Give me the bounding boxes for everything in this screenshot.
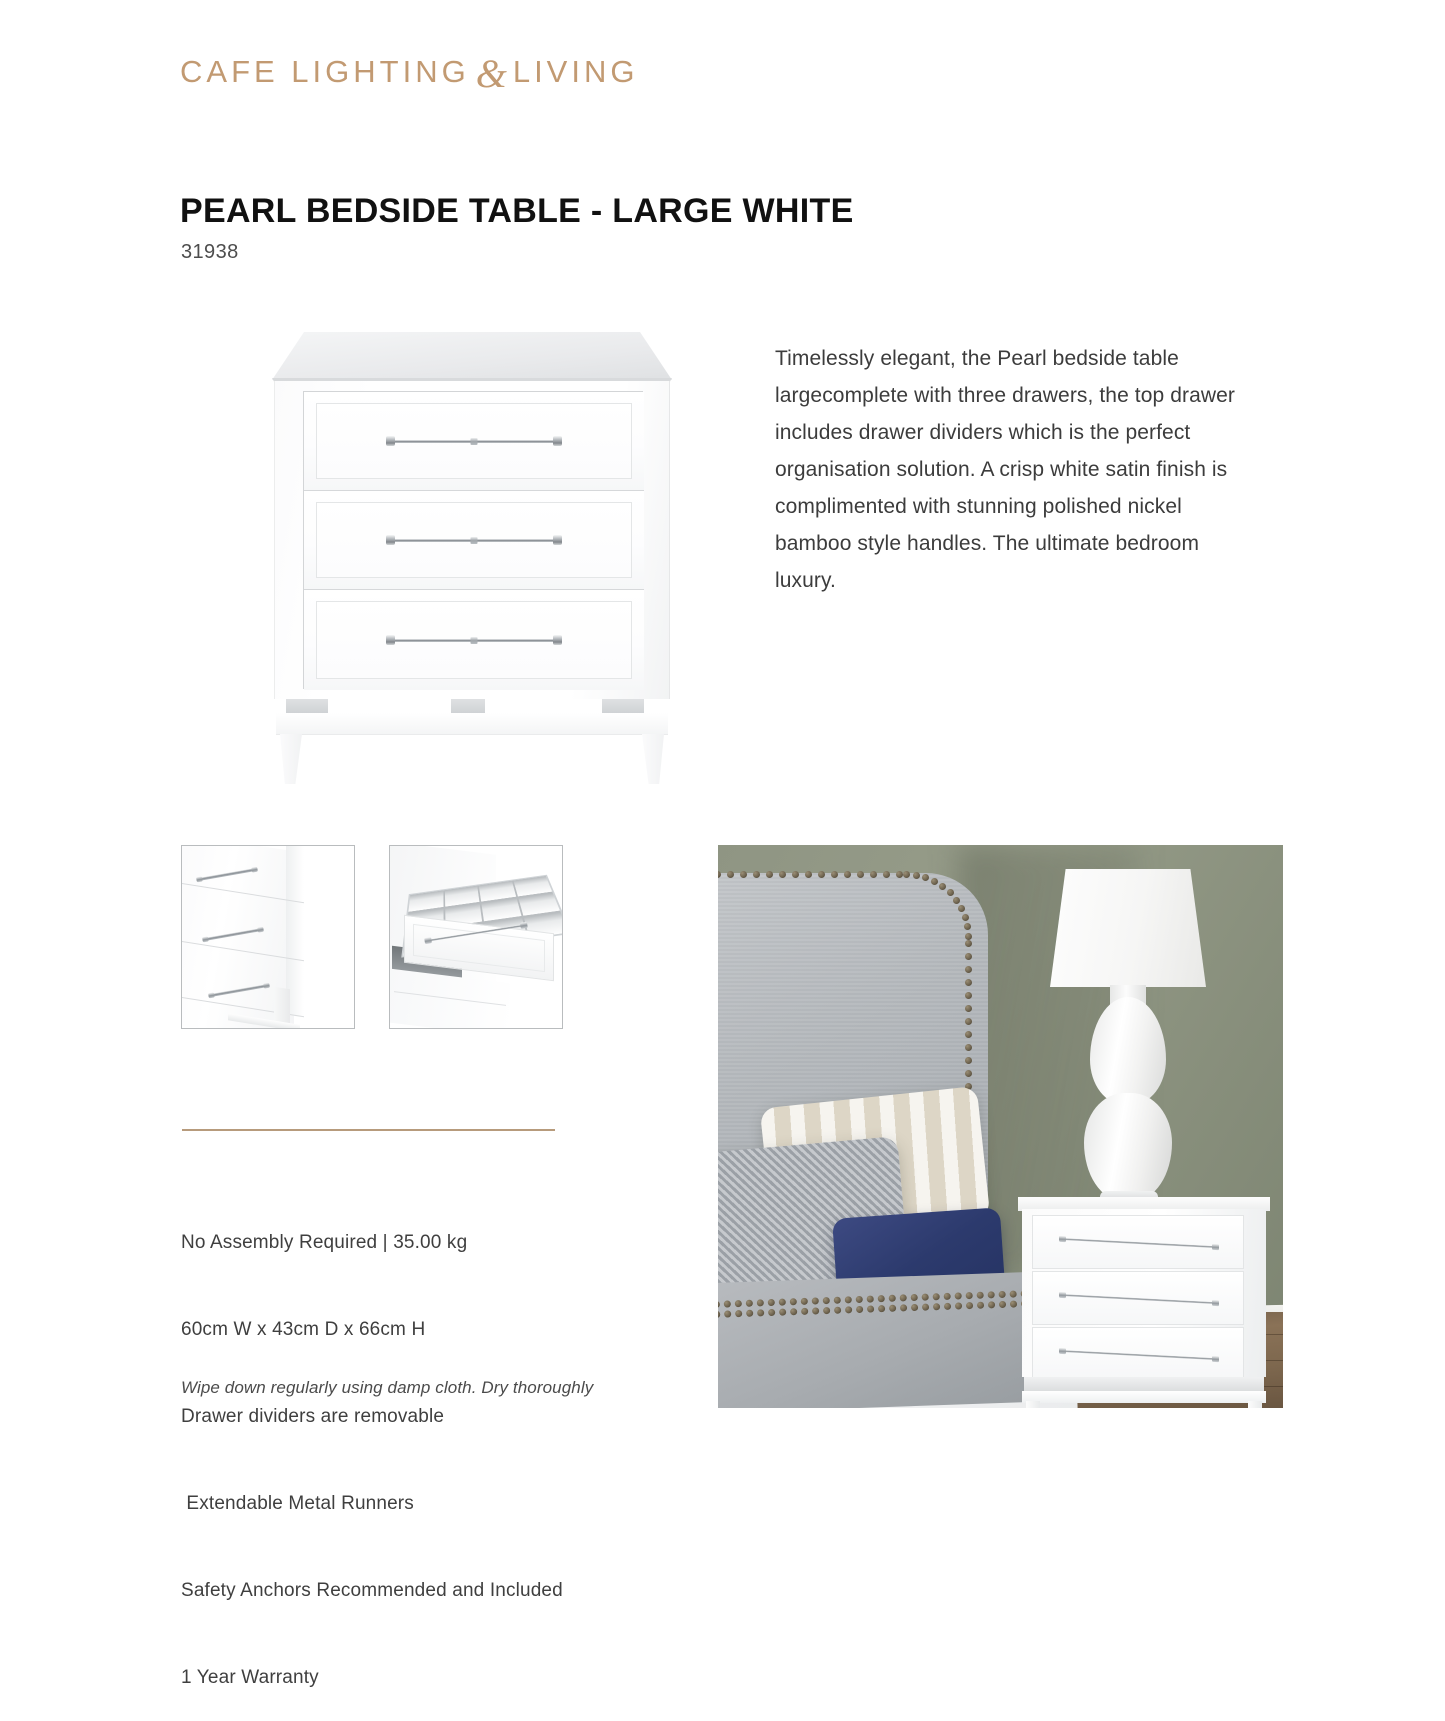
plinth-block	[286, 699, 328, 713]
nailhead-stud	[779, 1299, 786, 1306]
nailhead-stud	[845, 1296, 852, 1303]
nailhead-stud	[735, 1310, 742, 1317]
spec-line: No Assembly Required | 35.00 kg	[181, 1232, 468, 1253]
plinth-block	[602, 699, 644, 713]
nailhead-stud	[724, 1310, 731, 1317]
nailhead-stud	[878, 1295, 885, 1302]
nailhead-stud	[801, 1298, 808, 1305]
nailhead-stud	[944, 1293, 951, 1300]
nailhead-stud	[977, 1302, 984, 1309]
styled-bedside-table	[1018, 1197, 1270, 1408]
product-sku: 31938	[181, 241, 239, 263]
nailhead-stud	[757, 1299, 764, 1306]
nailhead-stud	[718, 1301, 720, 1308]
nailhead-stud	[977, 1292, 984, 1299]
nailhead-stud	[922, 1294, 929, 1301]
cabinet-body	[274, 381, 670, 699]
brand-name-primary: CAFE LIGHTING	[180, 53, 470, 89]
nailhead-stud	[999, 1301, 1006, 1308]
drawer-handle-icon	[1059, 1236, 1219, 1250]
nailhead-stud	[823, 1307, 830, 1314]
drawer-middle	[304, 491, 644, 590]
nailhead-stud	[856, 1296, 863, 1303]
table-drawer-top	[1032, 1215, 1244, 1269]
drawer-handle-icon	[386, 535, 562, 545]
lamp-shade	[1050, 869, 1206, 987]
thumb-scene	[390, 846, 562, 1028]
spec-line: 60cm W x 43cm D x 66cm H	[181, 1319, 426, 1340]
nailhead-stud	[845, 1306, 852, 1313]
nailhead-stud	[900, 1294, 907, 1301]
nailhead-stud	[801, 1308, 808, 1315]
drawer-handle-icon	[386, 436, 562, 446]
nailhead-stud	[988, 1301, 995, 1308]
spec-line: 1 Year Warranty	[181, 1667, 319, 1688]
nailhead-stud	[790, 1308, 797, 1315]
nailhead-stud	[746, 1310, 753, 1317]
nailhead-stud	[823, 1297, 830, 1304]
drawer-handle-icon	[386, 635, 562, 645]
nailhead-stud	[911, 1304, 918, 1311]
nailhead-stud	[834, 1307, 841, 1314]
nailhead-stud	[966, 1302, 973, 1309]
nailhead-stud	[867, 1295, 874, 1302]
cabinet-top-surface	[272, 332, 672, 380]
nailhead-stud	[779, 1309, 786, 1316]
nailhead-stud	[944, 1303, 951, 1310]
nailhead-stud	[867, 1305, 874, 1312]
nailhead-stud	[933, 1293, 940, 1300]
table-leg-left	[1026, 1401, 1040, 1408]
nailhead-stud	[724, 1300, 731, 1307]
brand-logo	[180, 48, 638, 95]
lifestyle-photo	[718, 845, 1283, 1408]
drawer-bottom	[304, 590, 644, 690]
nailhead-stud	[1010, 1290, 1017, 1297]
leg-left	[280, 734, 302, 784]
product-description: Timelessly elegant, the Pearl bedside table largecomplete with three drawers, the top drawer includes drawer dividers which is the perfect organisation solution. A crisp white satin finish is complimented with stunning polished nickel bamboo style handles. The ultimate bedroom luxury.	[775, 347, 1236, 592]
drawer-handle-icon	[1059, 1348, 1219, 1362]
nailhead-stud	[911, 1294, 918, 1301]
base-rail	[276, 713, 668, 735]
nailhead-stud	[955, 1302, 962, 1309]
leg-right	[642, 734, 664, 784]
nailhead-stud	[746, 1300, 753, 1307]
table-drawer-middle	[1032, 1271, 1244, 1325]
table-body	[1022, 1209, 1266, 1377]
thumbnail-drawer-dividers[interactable]	[389, 845, 563, 1029]
spec-line: Extendable Metal Runners	[181, 1493, 414, 1514]
drawer-stack	[303, 391, 643, 689]
nailhead-stud	[718, 1311, 720, 1318]
nailhead-stud	[889, 1305, 896, 1312]
nailhead-stud	[812, 1307, 819, 1314]
section-divider	[182, 1129, 555, 1131]
specifications-list	[181, 1170, 601, 1721]
hero-product-image	[262, 318, 682, 788]
spec-line: Drawer dividers are removable	[181, 1406, 445, 1427]
hero-illustration	[262, 318, 682, 788]
nailhead-stud	[900, 1304, 907, 1311]
nailhead-stud	[999, 1291, 1006, 1298]
drawer-handle-icon	[1059, 1292, 1219, 1306]
nailhead-stud	[988, 1291, 995, 1298]
table-drawer-bottom	[1032, 1327, 1244, 1381]
ampersand-icon: &	[475, 51, 507, 96]
nailhead-stud	[812, 1297, 819, 1304]
nailhead-stud	[966, 1292, 973, 1299]
nailhead-stud	[834, 1297, 841, 1304]
table-base-rail	[1022, 1391, 1266, 1403]
thumb-leg	[274, 987, 290, 1024]
nailhead-stud	[768, 1299, 775, 1306]
lamp-body-lower	[1084, 1093, 1172, 1201]
nailhead-stud	[878, 1305, 885, 1312]
brand-name-secondary: LIVING	[512, 53, 639, 89]
plinth-block	[451, 699, 485, 713]
nailhead-stud	[757, 1309, 764, 1316]
nailhead-stud	[1010, 1300, 1017, 1307]
nailhead-stud	[768, 1309, 775, 1316]
nailhead-stud	[922, 1304, 929, 1311]
drawer-top	[304, 392, 644, 491]
nailhead-stud	[856, 1306, 863, 1313]
page-title: PEARL BEDSIDE TABLE - LARGE WHITE	[180, 192, 854, 230]
table-leg-right	[1248, 1401, 1262, 1408]
spec-line: Safety Anchors Recommended and Included	[181, 1580, 563, 1601]
care-instructions: Wipe down regularly using damp cloth. Dry thoroughly	[181, 1378, 594, 1397]
nailhead-stud	[735, 1300, 742, 1307]
nailhead-stud	[933, 1303, 940, 1310]
thumbnail-drawer-detail[interactable]	[181, 845, 355, 1029]
nailhead-stud	[955, 1292, 962, 1299]
nailhead-stud	[889, 1295, 896, 1302]
nailhead-stud	[790, 1298, 797, 1305]
